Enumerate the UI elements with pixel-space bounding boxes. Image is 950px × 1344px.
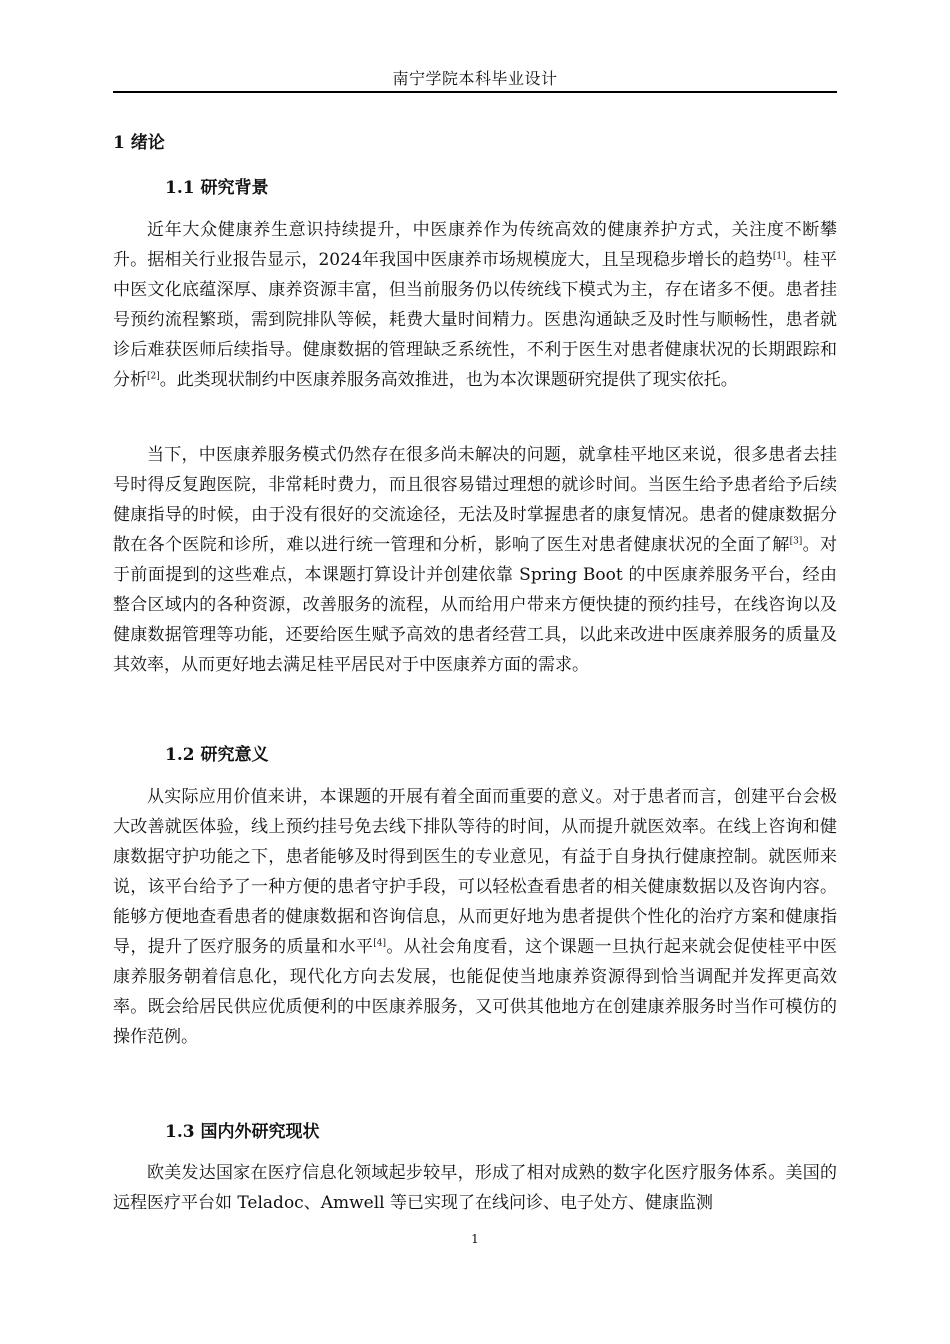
paragraph-text: 当下，中医康养服务模式仍然存在很多尚未解决的问题，就拿桂平地区来说，很多患者去挂号时得反复跑医院，非常耗时费力，而且很容易错过理想的就诊时间。当医生给予患者给予后续健康指导的时候，由于没有很好的交流途径，无法及时掌握患者的康复情况。患者的健康数据分散在各个医院和诊所，难以进行统一管理和分析，影响了医生对患者健康状况的全面了解	[113, 445, 837, 555]
paragraph-text: 近年大众健康养生意识持续提升，中医康养作为传统高效的健康养护方式，关注度不断攀升。据相关行业报告显示，2024年我国中医康养市场规模庞大，且呈现稳步增长的趋势	[113, 220, 837, 270]
paragraph	[113, 440, 837, 680]
page-header-title: 南宁学院本科毕业设计	[392, 69, 558, 88]
paragraph-text: 。从社会角度看，这个课题一旦执行起来就会促使桂平中医康养服务朝着信息化，现代化方向去发展，也能促使当地康养资源得到恰当调配并发挥更高效率。既会给居民供应优质便利的中医康养服务，又可供其他地方在创建康养服务时当作可模仿的操作范例。	[113, 937, 838, 1047]
chapter-title: 1 绪论	[113, 133, 165, 153]
citation-reference: [1]	[772, 251, 786, 262]
section-heading-1-3: 1.3 国内外研究现状	[165, 1122, 320, 1142]
paragraph-text: 。此类现状制约中医康养服务高效推进，也为本次课题研究提供了现实依托。	[159, 370, 738, 390]
citation-reference: [3]	[789, 536, 803, 547]
paragraph	[113, 782, 837, 1052]
paragraph-text: 欧美发达国家在医疗信息化领域起步较早，形成了相对成熟的数字化医疗服务体系。美国的远程医疗平台如 Teladoc、Amwell 等已实现了在线问诊、电子处方、健康监测	[113, 1163, 837, 1213]
header-divider	[113, 91, 837, 93]
paragraph-text: 。桂平中医文化底蕴深厚、康养资源丰富，但当前服务仍以传统线下模式为主，存在诸多不便。患者挂号预约流程繁琐，需到院排队等候，耗费大量时间精力。医患沟通缺乏及时性与顺畅性，患者就诊后难获医师后续指导。健康数据的管理缺乏系统性，不利于医生对患者健康状况的长期跟踪和分析	[113, 250, 837, 390]
paragraph	[113, 215, 837, 395]
section-heading-1-2: 1.2 研究意义	[165, 745, 269, 765]
section-heading-1-1: 1.1 研究背景	[165, 178, 269, 198]
citation-reference: [4]	[373, 938, 386, 949]
page-number: 1	[471, 1232, 479, 1246]
paragraph	[113, 1158, 837, 1218]
paragraph-text: 从实际应用价值来讲，本课题的开展有着全面而重要的意义。对于患者而言，创建平台会极大改善就医体验，线上预约挂号免去线下排队等待的时间，从而提升就医效率。在线上咨询和健康数据守护功能之下，患者能够及时得到医生的专业意见，有益于自身执行健康控制。就医师来说，该平台给予了一种方便的患者守护手段，可以轻松查看患者的相关健康数据以及咨询内容。能够方便地查看患者的健康数据和咨询信息，从而更好地为患者提供个性化的治疗方案和健康指导，提升了医疗服务的质量和水平	[113, 787, 837, 957]
paragraph-text: 。对于前面提到的这些难点，本课题打算设计并创建依靠 Spring Boot 的中医康养服务平台，经由整合区域内的各种资源，改善服务的流程，从而给用户带来方便快捷的预约挂号，在线咨询以及健康数据管理等功能，还要给医生赋予高效的患者经营工具，以此来改进中医康养服务的质量及其效率，从而更好地去满足桂平居民对于中医康养方面的需求。	[113, 535, 838, 675]
citation-reference: [2]	[147, 371, 160, 382]
